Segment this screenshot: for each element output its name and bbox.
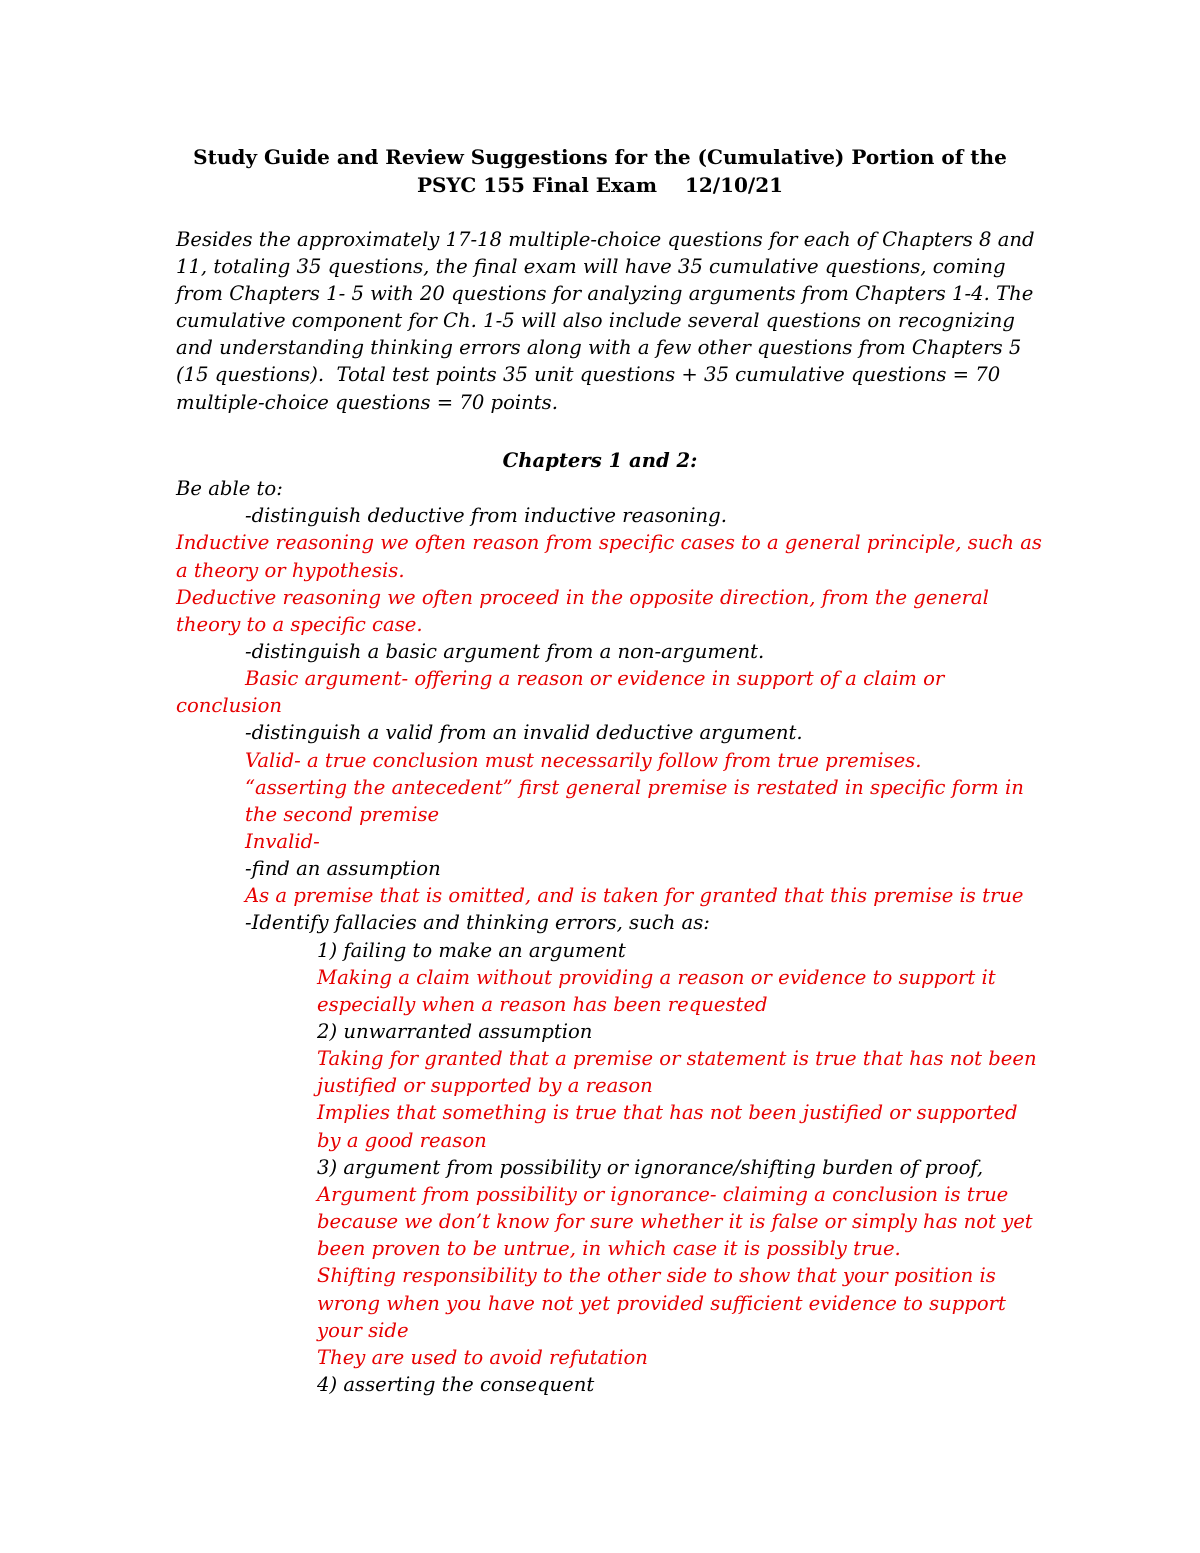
- study-item-line: -find an assumption: [245, 857, 441, 881]
- answer-note-line: been proven to be untrue, in which case it is possibly true.: [317, 1237, 901, 1261]
- intro-line: and understanding thinking errors along with a few other questions from Chapters 5: [176, 336, 1022, 360]
- document-title-line-1: Study Guide and Review Suggestions for the (Cumulative) Portion of the: [193, 145, 1007, 169]
- answer-note-line: a theory or hypothesis.: [176, 558, 405, 582]
- intro-line: from Chapters 1- 5 with 20 questions for analyzing arguments from Chapters 1-4. The: [176, 282, 1034, 306]
- study-item-line: -Identify fallacies and thinking errors, such as:: [245, 911, 710, 935]
- answer-note-line: As a premise that is omitted, and is taken for granted that this premise is true: [245, 884, 1024, 908]
- answer-note-line: “asserting the antecedent” first general premise is restated in specific form in: [245, 775, 1024, 799]
- answer-note-line: They are used to avoid refutation: [317, 1345, 648, 1369]
- intro-line: Besides the approximately 17-18 multiple-choice questions for each of Chapters 8 and: [176, 228, 1035, 251]
- answer-note-line: Shifting responsibility to the other side to show that your position is: [317, 1264, 996, 1288]
- answer-note-line: your side: [317, 1318, 409, 1342]
- study-item-line: 3) argument from possibility or ignorance/shifting burden of proof,: [317, 1155, 984, 1179]
- answer-note-line: by a good reason: [317, 1128, 487, 1152]
- intro-paragraph: [176, 226, 1036, 416]
- answer-note-line: wrong when you have not yet provided sufficient evidence to support: [317, 1291, 1006, 1315]
- intro-line: cumulative component for Ch. 1-5 will also include several questions on recognizing: [176, 309, 1015, 333]
- answer-note-line: Taking for granted that a premise or statement is true that has not been: [317, 1047, 1037, 1071]
- intro-line: multiple-choice questions = 70 points.: [176, 390, 558, 414]
- study-item-line: -distinguish a valid from an invalid deductive argument.: [245, 721, 803, 745]
- answer-note-line: Making a claim without providing a reason or evidence to support it: [317, 965, 996, 989]
- answer-note-line: conclusion: [176, 694, 282, 718]
- answer-note-line: especially when a reason has been requested: [317, 992, 768, 1016]
- answer-note-line: Implies that something is true that has not been justified or supported: [317, 1101, 1018, 1125]
- answer-note-line: Deductive reasoning we often proceed in the opposite direction, from the general: [176, 585, 989, 609]
- section-heading: Chapters 1 and 2:: [502, 449, 698, 472]
- answer-note-line: Valid- a true conclusion must necessarily follow from true premises.: [245, 748, 922, 772]
- study-item-line: -distinguish a basic argument from a non-argument.: [245, 639, 765, 663]
- intro-line: (15 questions). Total test points 35 unit questions + 35 cumulative questions = 70: [176, 363, 1001, 387]
- study-item-line: 1) failing to make an argument: [317, 938, 626, 962]
- document-title-line-2: PSYC 155 Final Exam 12/10/21: [416, 173, 784, 197]
- study-item-line: 2) unwarranted assumption: [317, 1020, 593, 1043]
- study-item-line: 4) asserting the consequent: [317, 1372, 595, 1396]
- answer-note-line: because we don’t know for sure whether it is false or simply has not yet: [317, 1210, 1033, 1233]
- study-item-line: -distinguish deductive from inductive reasoning.: [245, 504, 727, 528]
- answer-note-line: the second premise: [245, 802, 440, 826]
- answer-note-line: Basic argument- offering a reason or evidence in support of a claim or: [245, 667, 945, 690]
- answer-note-line: Invalid-: [245, 830, 320, 853]
- study-item-line: Be able to:: [176, 477, 283, 500]
- answer-note-line: justified or supported by a reason: [317, 1074, 653, 1098]
- intro-line: 11, totaling 35 questions, the final exam will have 35 cumulative questions, coming: [176, 255, 1006, 279]
- answer-note-line: theory to a specific case.: [176, 612, 423, 636]
- answer-note-line: Argument from possibility or ignorance- claiming a conclusion is true: [317, 1182, 1009, 1206]
- answer-note-line: Inductive reasoning we often reason from specific cases to a general principle, such as: [176, 531, 1042, 555]
